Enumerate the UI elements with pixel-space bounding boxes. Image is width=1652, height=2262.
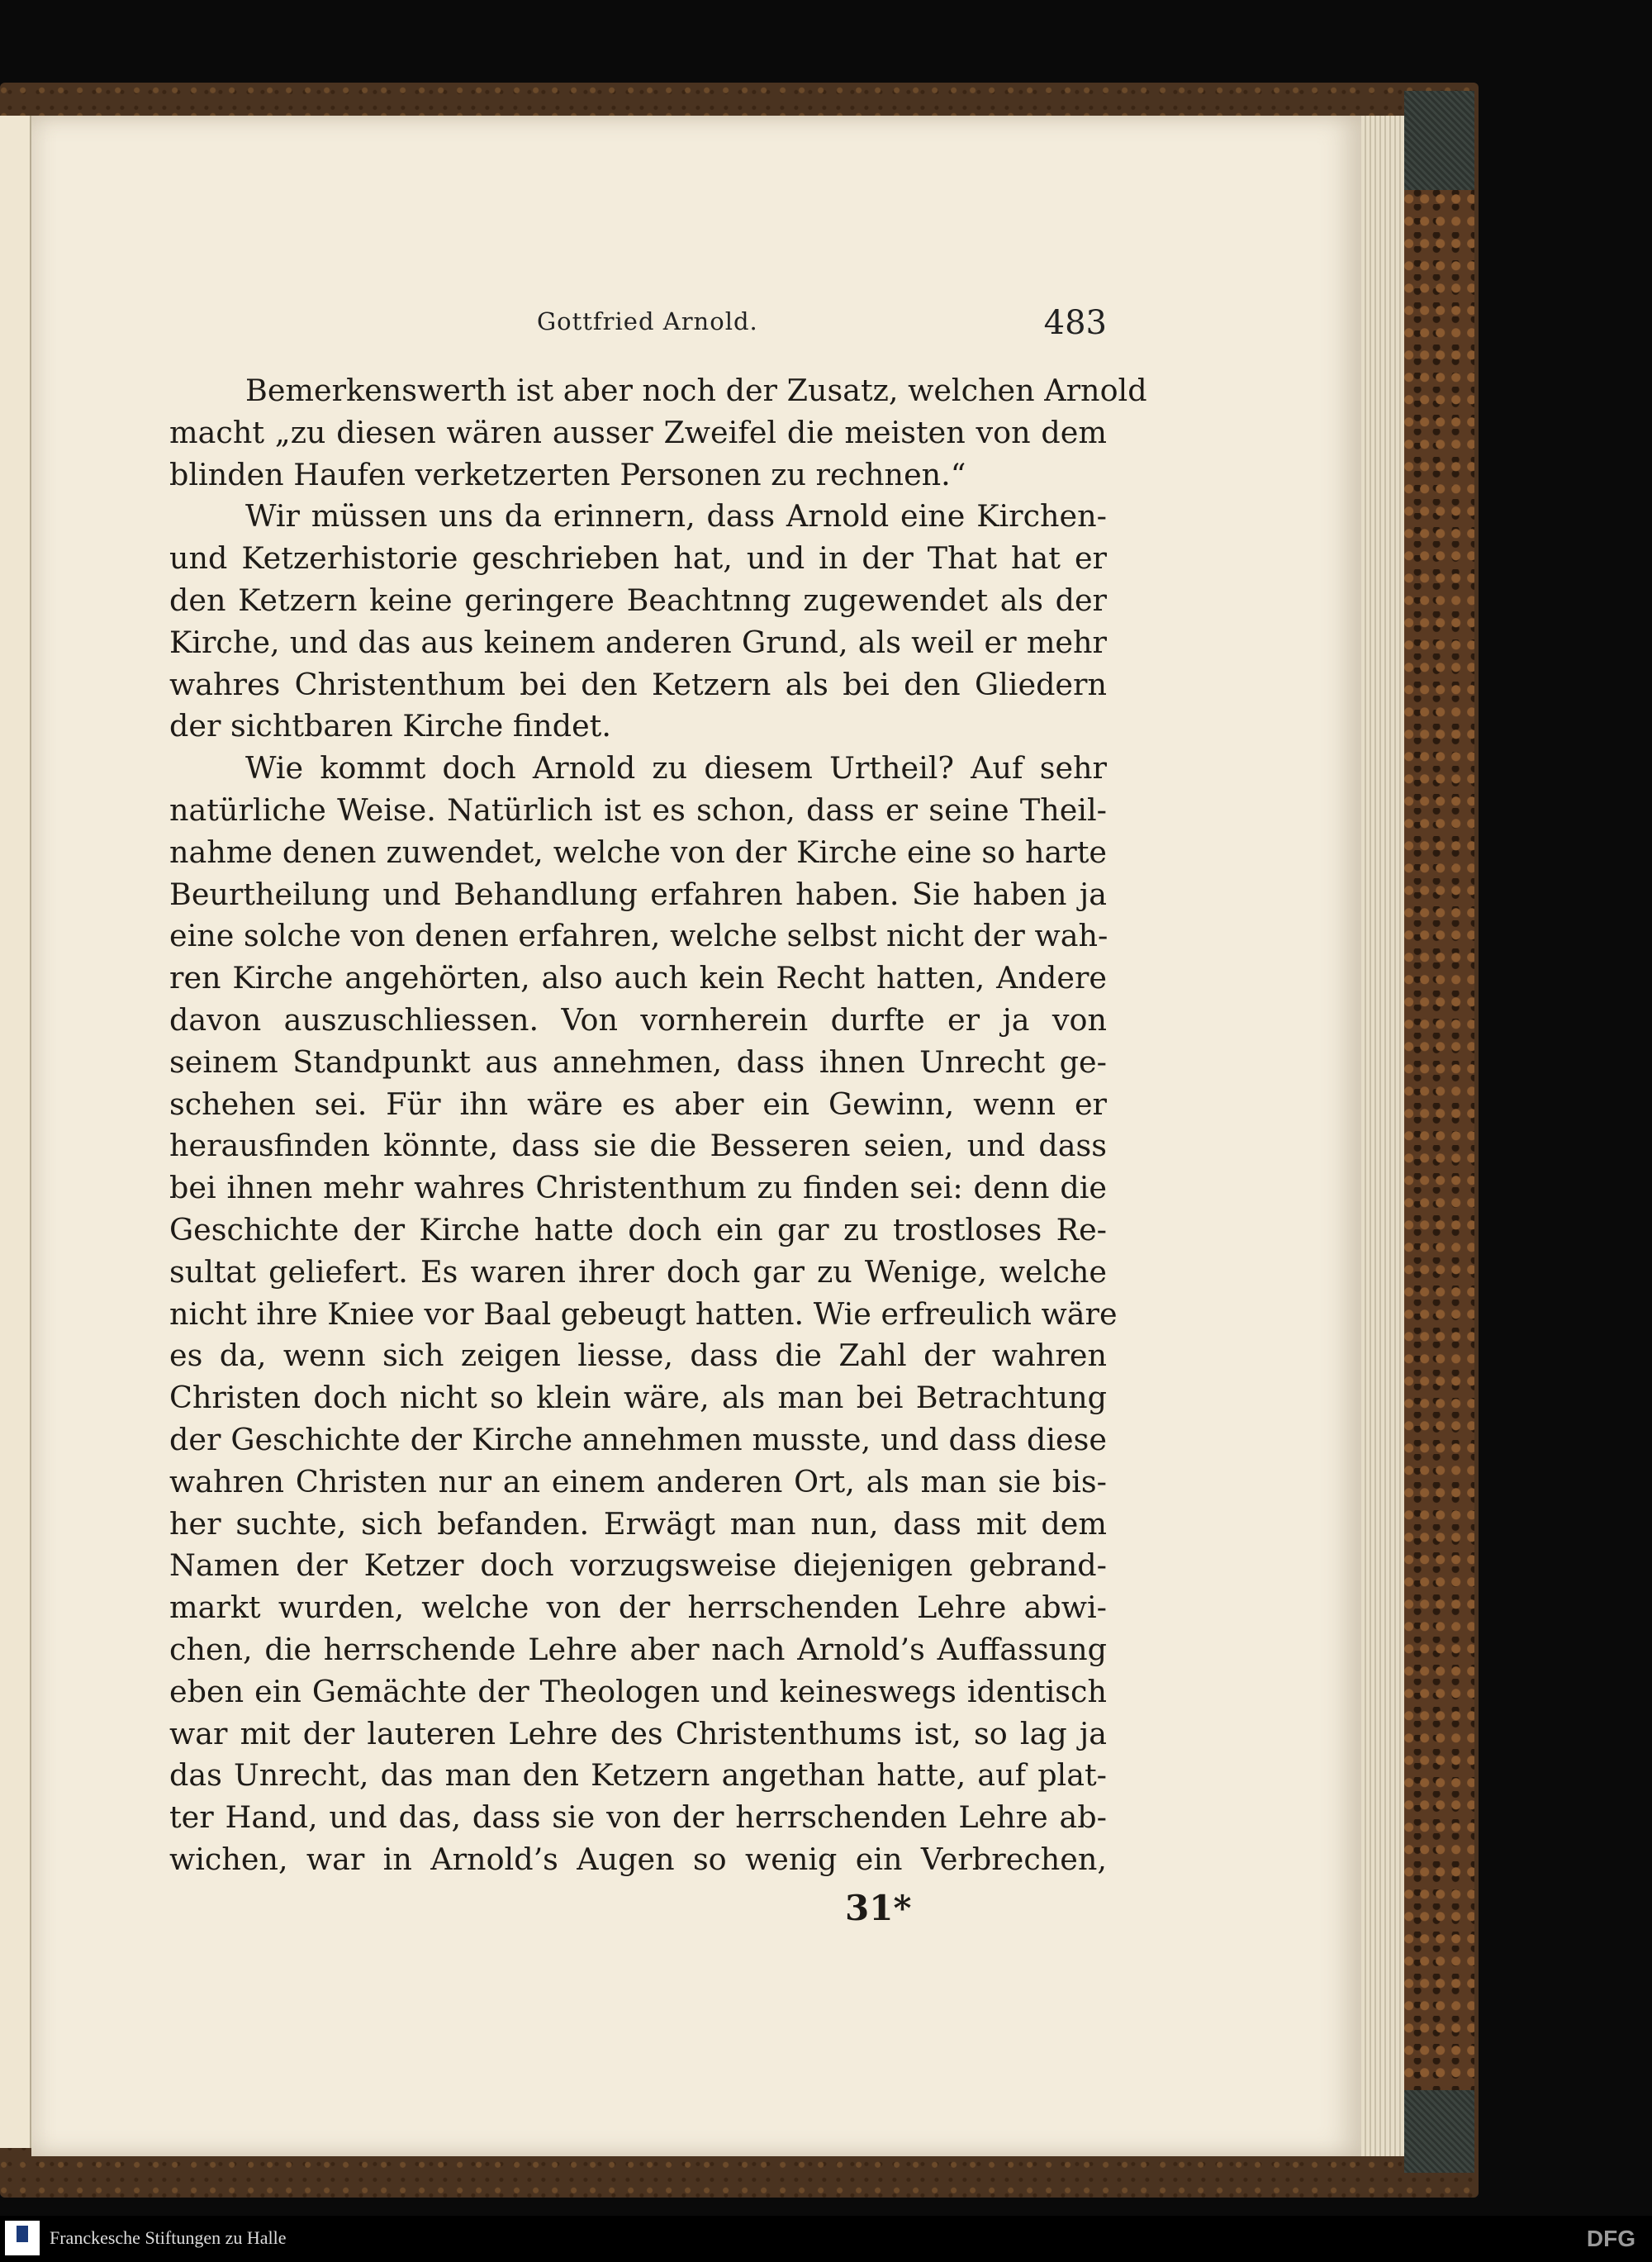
- page-number: 483: [1043, 304, 1107, 342]
- institution-name[interactable]: Franckesche Stiftungen zu Halle: [50, 2227, 287, 2248]
- text-line: blinden Haufen verketzerten Personen zu rechnen.“: [169, 456, 966, 492]
- text-line: her suchte, sich befanden. Erwägt man nun, dass mit dem: [169, 1505, 1107, 1542]
- page-header: [169, 304, 1107, 357]
- text-line: Beurtheilung und Behandlung erfahren haben. Sie haben ja: [169, 876, 1107, 912]
- text-line: das Unrecht, das man den Ketzern angethan hatte, auf plat-: [169, 1757, 1107, 1794]
- text-line: nahme denen zuwendet, welche von der Kirche eine so harte: [169, 834, 1107, 870]
- text-line: wichen, war in Arnold’s Augen so wenig ein Verbrechen,: [169, 1841, 1107, 1877]
- text-line: bei ihnen mehr wahres Christenthum zu finden sei: denn die: [169, 1170, 1107, 1206]
- text-line: wahres Christenthum bei den Ketzern als bei den Gliedern: [169, 666, 1107, 702]
- body-text: [169, 370, 1147, 1881]
- text-line: nicht ihre Kniee vor Baal gebeugt hatten. Wie erfreulich wäre: [169, 1295, 1118, 1332]
- text-line: schehen sei. Für ihn wäre es aber ein Gewinn, wenn er: [169, 1086, 1107, 1122]
- dfg-logo[interactable]: DFG: [1586, 2226, 1635, 2251]
- institution-logo-icon[interactable]: [5, 2221, 40, 2255]
- text-line: war mit der lauteren Lehre des Christenthums ist, so lag ja: [169, 1715, 1107, 1751]
- text-line: macht „zu diesen wären ausser Zweifel die meisten von dem: [169, 414, 1107, 450]
- text-line: davon auszuschliessen. Von vornherein durfte er ja von: [169, 1001, 1107, 1038]
- running-title: Gottfried Arnold.: [537, 307, 758, 335]
- text-line: Wir müssen uns da erinnern, dass Arnold eine Kirchen-: [245, 498, 1107, 535]
- text-line: der Geschichte der Kirche annehmen musste, und dass diese: [169, 1421, 1107, 1457]
- text-line: Bemerkenswerth ist aber noch der Zusatz, welchen Arnold: [245, 373, 1147, 408]
- text-line: eine solche von denen erfahren, welche selbst nicht der wah-: [169, 918, 1108, 954]
- text-line: ter Hand, und das, dass sie von der herrschenden Lehre ab-: [169, 1799, 1107, 1836]
- logo-mark: [17, 2226, 28, 2242]
- text-line: seinem Standpunkt aus annehmen, dass ihnen Unrecht ge-: [169, 1043, 1107, 1080]
- signature-mark: 31*: [845, 1888, 912, 1928]
- text-line: natürliche Weise. Natürlich ist es schon, dass er seine Theil-: [169, 791, 1107, 828]
- text-line: Namen der Ketzer doch vorzugsweise diejenigen gebrand-: [169, 1547, 1107, 1584]
- text-line: den Ketzern keine geringere Beachtnng zugewendet als der: [169, 582, 1107, 618]
- marbled-board-edge: [1404, 190, 1474, 2090]
- text-line: chen, die herrschende Lehre aber nach Arnold’s Auffassung: [169, 1631, 1107, 1667]
- text-line: Kirche, und das aus keinem anderen Grund, als weil er mehr: [169, 624, 1107, 660]
- text-line: es da, wenn sich zeigen liesse, dass die Zahl der wahren: [169, 1338, 1107, 1374]
- viewer-footer: [0, 2216, 1652, 2262]
- text-line: eben ein Gemächte der Theologen und keineswegs identisch: [169, 1673, 1107, 1709]
- text-line: Wie kommt doch Arnold zu diesem Urtheil? Auf sehr: [245, 750, 1107, 786]
- text-line: sultat geliefert. Es waren ihrer doch gar zu Wenige, welche: [169, 1253, 1107, 1290]
- text-line: Christen doch nicht so klein wäre, als man bei Betrachtung: [169, 1380, 1107, 1416]
- text-line: ren Kirche angehörten, also auch kein Recht hatten, Andere: [169, 960, 1107, 996]
- text-line: markt wurden, welche von der herrschenden Lehre abwi-: [169, 1590, 1107, 1626]
- text-line: und Ketzerhistorie geschrieben hat, und in der That hat er: [169, 540, 1107, 577]
- text-line: herausfinden könnte, dass sie die Besseren seien, und dass: [169, 1128, 1107, 1164]
- text-line: wahren Christen nur an einem anderen Ort, als man sie bis-: [169, 1463, 1107, 1499]
- text-line: Geschichte der Kirche hatte doch ein gar zu trostloses Re-: [169, 1211, 1107, 1247]
- left-page-edge: [0, 116, 31, 2148]
- text-line: der sichtbaren Kirche findet.: [169, 708, 611, 744]
